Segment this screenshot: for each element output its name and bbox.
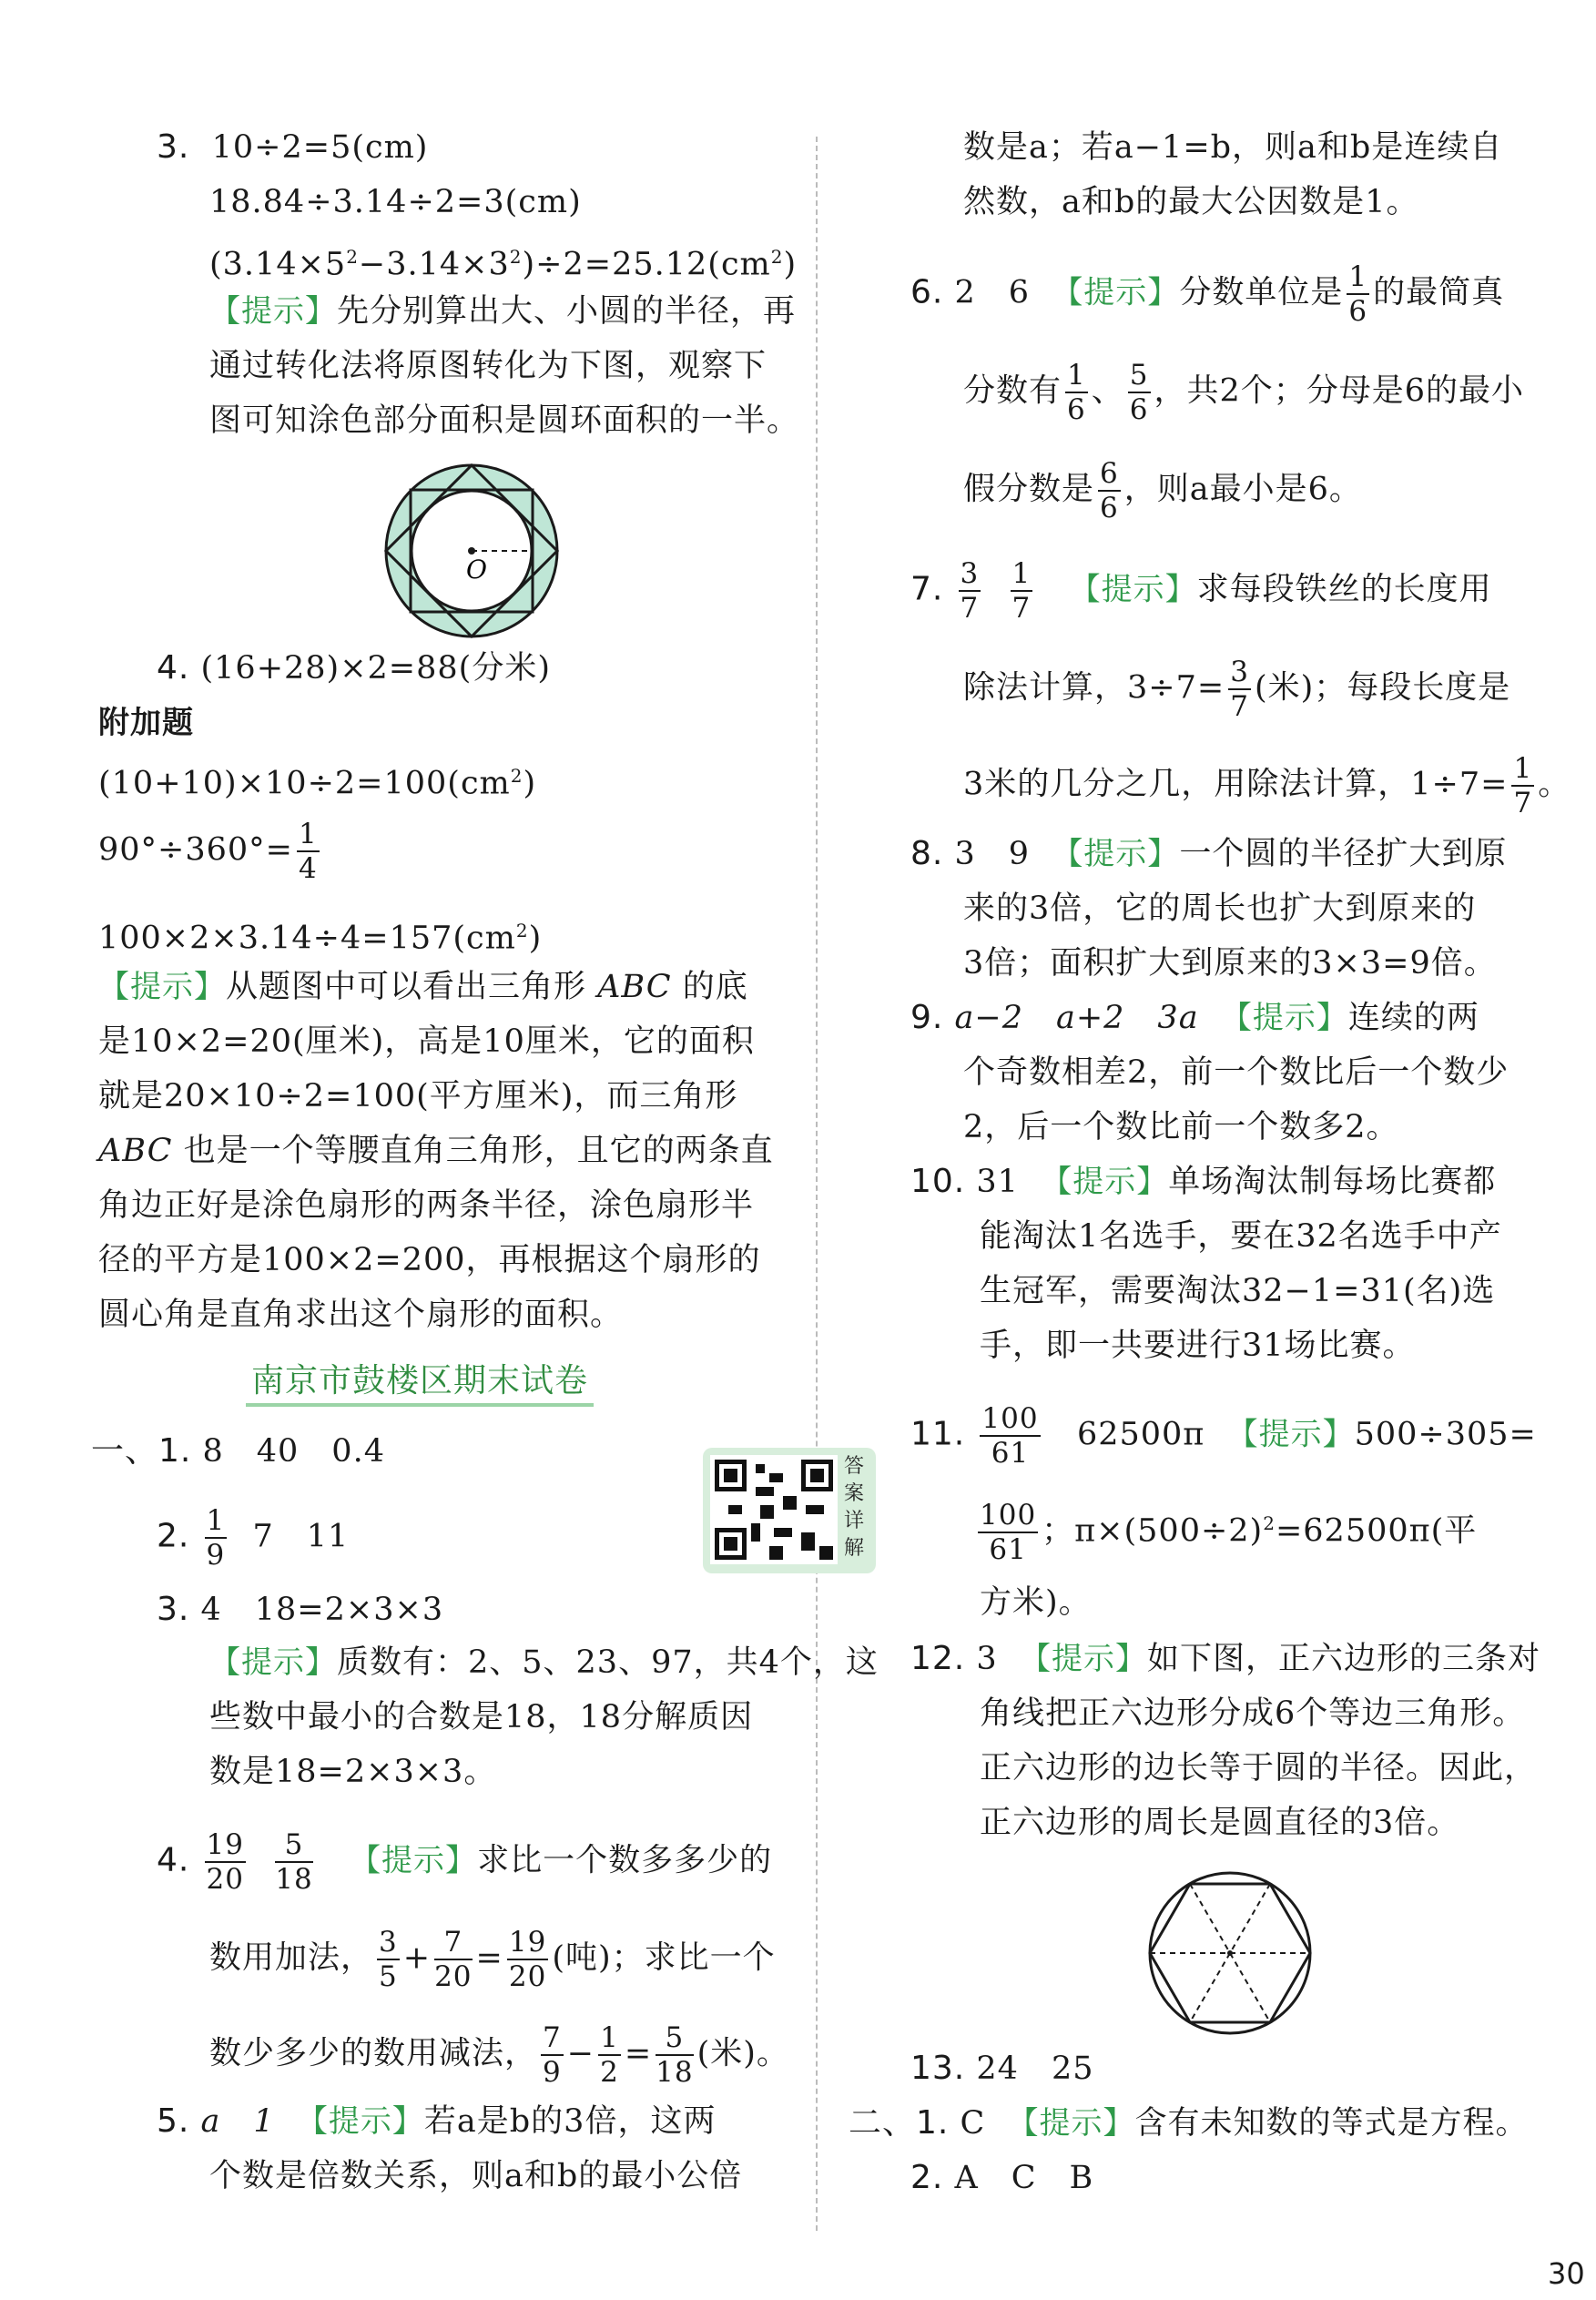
extra-line3: $100\times 2\times 3.14\div 4=157(cm^2)$ [98, 920, 543, 957]
q3-tip-line1: 【提示】先分别算出大、小圆的半径，再 [209, 293, 797, 330]
q10-line1: 10. 31 【提示】单场淘汰制每场比赛都 [910, 1163, 1497, 1200]
q9-line1: 9. a−2 a+2 3a 【提示】连续的两 [910, 999, 1479, 1036]
q11-line1: 11. $\frac{100}{61}$ 62500π 【提示】500÷305= [910, 1402, 1537, 1470]
q9-line2: 个奇数相差2，前一个数比后一个数少 [963, 1054, 1510, 1091]
q8-line1: 8. 3 9 【提示】一个圆的半径扩大到原 [910, 835, 1508, 872]
r-line1: 数是a；若a−1=b，则a和b是连续自 [963, 129, 1503, 166]
qr-code-box[interactable] [703, 1448, 876, 1573]
q3-line2: 18.84÷3.14÷2=3(cm) [209, 184, 582, 220]
q11-line3: 方米)。 [980, 1584, 1092, 1621]
column-divider [816, 137, 818, 2231]
s1-q3-tip3: 数是18=2×3×3。 [209, 1754, 497, 1790]
q3-line1: 3. 10÷2=5(cm) [157, 128, 429, 166]
s2-q1: 二、1. C 【提示】含有未知数的等式是方程。 [849, 2104, 1529, 2142]
extra-line2: 90°÷360°= $\frac{1}{4}$ [98, 818, 318, 885]
s1-q3: 3. 4 18=2×3×3 [157, 1591, 444, 1628]
s1-q2: 2. $\frac{1}{9}$ 7 11 [157, 1504, 350, 1572]
annulus-figure [381, 460, 563, 642]
q13-line: 13. 24 25 [910, 2050, 1094, 2087]
r-line2: 然数，a和b的最大公因数是1。 [963, 184, 1419, 220]
extra-tip-line3: 就是20×10÷2=100(平方厘米)，而三角形 [98, 1078, 738, 1114]
s1-q5: 5. a 1 【提示】若a是b的3倍，这两 [157, 2102, 717, 2140]
fraction: $\frac{1}{4}$ [299, 818, 318, 885]
q9-line3: 2，后一个数比前一个数多2。 [963, 1109, 1399, 1145]
q8-line2: 来的3倍，它的周长也扩大到原来的 [963, 890, 1477, 927]
extra-tip-line6: 径的平方是100×2=200，再根据这个扇形的 [98, 1242, 761, 1278]
extra-title: 附加题 [98, 705, 194, 741]
s1-q1: 一、1. 8 40 0.4 [91, 1432, 385, 1470]
q7-line1: 7. $\frac{3}{7}$ $\frac{1}{7}$ 【提示】求每段铁丝的长度用 [910, 557, 1492, 625]
page-number: 30 [1548, 2256, 1585, 2291]
q12-line3: 正六边形的边长等于圆的半径。因此， [980, 1750, 1538, 1786]
q12-line1: 12. 3 【提示】如下图，正六边形的三条对 [910, 1640, 1540, 1677]
q12-line2: 角线把正六边形分成6个等边三角形。 [980, 1695, 1526, 1732]
qr-code-icon [710, 1455, 838, 1564]
extra-tip-line1: 【提示】从题图中可以看出三角形 ABC 的底 [98, 969, 748, 1005]
q3-tip-line3: 图可知涂色部分面积是圆环面积的一半。 [209, 402, 800, 439]
extra-tip-line4: ABC 也是一个等腰直角三角形，且它的两条直 [98, 1133, 774, 1169]
s2-q2: 2. A C B [910, 2159, 1094, 2196]
q10-line4: 手，即一共要进行31场比赛。 [980, 1328, 1416, 1364]
extra-line1: $(10+10)\times 10\div 2=100(cm^2)$ [98, 765, 537, 802]
s1-q4: 4. $\frac{19}{20}$ $\frac{5}{18}$ 【提示】求比一个数多多少的 [157, 1828, 773, 1896]
q10-line3: 生冠军，需要淘汰32−1=31(名)选 [980, 1273, 1496, 1309]
hexagon-figure [1145, 1868, 1315, 2038]
q6-line2: 分数有 $\frac{1}{6}$ 、 $\frac{5}{6}$ ，共2个；分母是6的最小 [963, 359, 1525, 426]
q6-line3: 假分数是 $\frac{6}{6}$ ，则a最小是6。 [963, 457, 1362, 524]
q6-line1: 6. 2 6 【提示】分数单位是 $\frac{1}{6}$ 的最简真 [910, 260, 1505, 328]
s1-q5-tip2: 个数是倍数关系，则a和b的最小公倍 [209, 2158, 743, 2194]
s1-q4-line3: 数少多少的数用减法， $\frac{7}{9}$ − $\frac{1}{2}$ = $\frac{5}{18}$ (米)。 [209, 2021, 789, 2089]
s1-q4-line2: 数用加法， $\frac{3}{5}$ + $\frac{7}{20}$ = $\frac{19}{20}$ (吨)；求比一个 [209, 1926, 776, 1993]
s1-q3-tip1: 【提示】质数有：2、5、23、97，共4个，这 [209, 1644, 879, 1681]
q7-line2: 除法计算，3÷7= $\frac{3}{7}$ (米)；每段长度是 [963, 656, 1511, 723]
q4-line: 4. (16+28)×2=88(分米) [157, 649, 551, 687]
extra-tip-line5: 角边正好是涂色扇形的两条半径，涂色扇形半 [98, 1187, 755, 1224]
center-label: O [466, 555, 487, 585]
q7-line3: 3米的几分之几，用除法计算，1÷7= $\frac{1}{7}$ 。 [963, 752, 1571, 819]
q3-tip-line2: 通过转化法将原图转化为下图，观察下 [209, 348, 768, 384]
q12-line4: 正六边形的周长是圆直径的3倍。 [980, 1805, 1460, 1841]
extra-tip-line2: 是10×2=20(厘米)，高是10厘米，它的面积 [98, 1023, 755, 1060]
section-title: 南京市鼓楼区期末试卷 [246, 1355, 594, 1407]
qr-label: 答案详解 [843, 1455, 864, 1560]
q3-line3: $(3.14\times 5^2-3.14\times 3^2)\div 2=25.12(cm^2)$ [209, 246, 798, 283]
extra-tip-line7: 圆心角是直角求出这个扇形的面积。 [98, 1297, 624, 1333]
q8-line3: 3倍；面积扩大到原来的3×3=9倍。 [963, 945, 1497, 982]
q11-line2: $\frac{100}{61}$ ；$\pi\times(500\div 2)^2=62500\pi$(平 [980, 1499, 1478, 1566]
s1-q3-tip2: 些数中最小的合数是18，18分解质因 [209, 1699, 754, 1735]
q10-line2: 能淘汰1名选手，要在32名选手中产 [980, 1218, 1502, 1255]
